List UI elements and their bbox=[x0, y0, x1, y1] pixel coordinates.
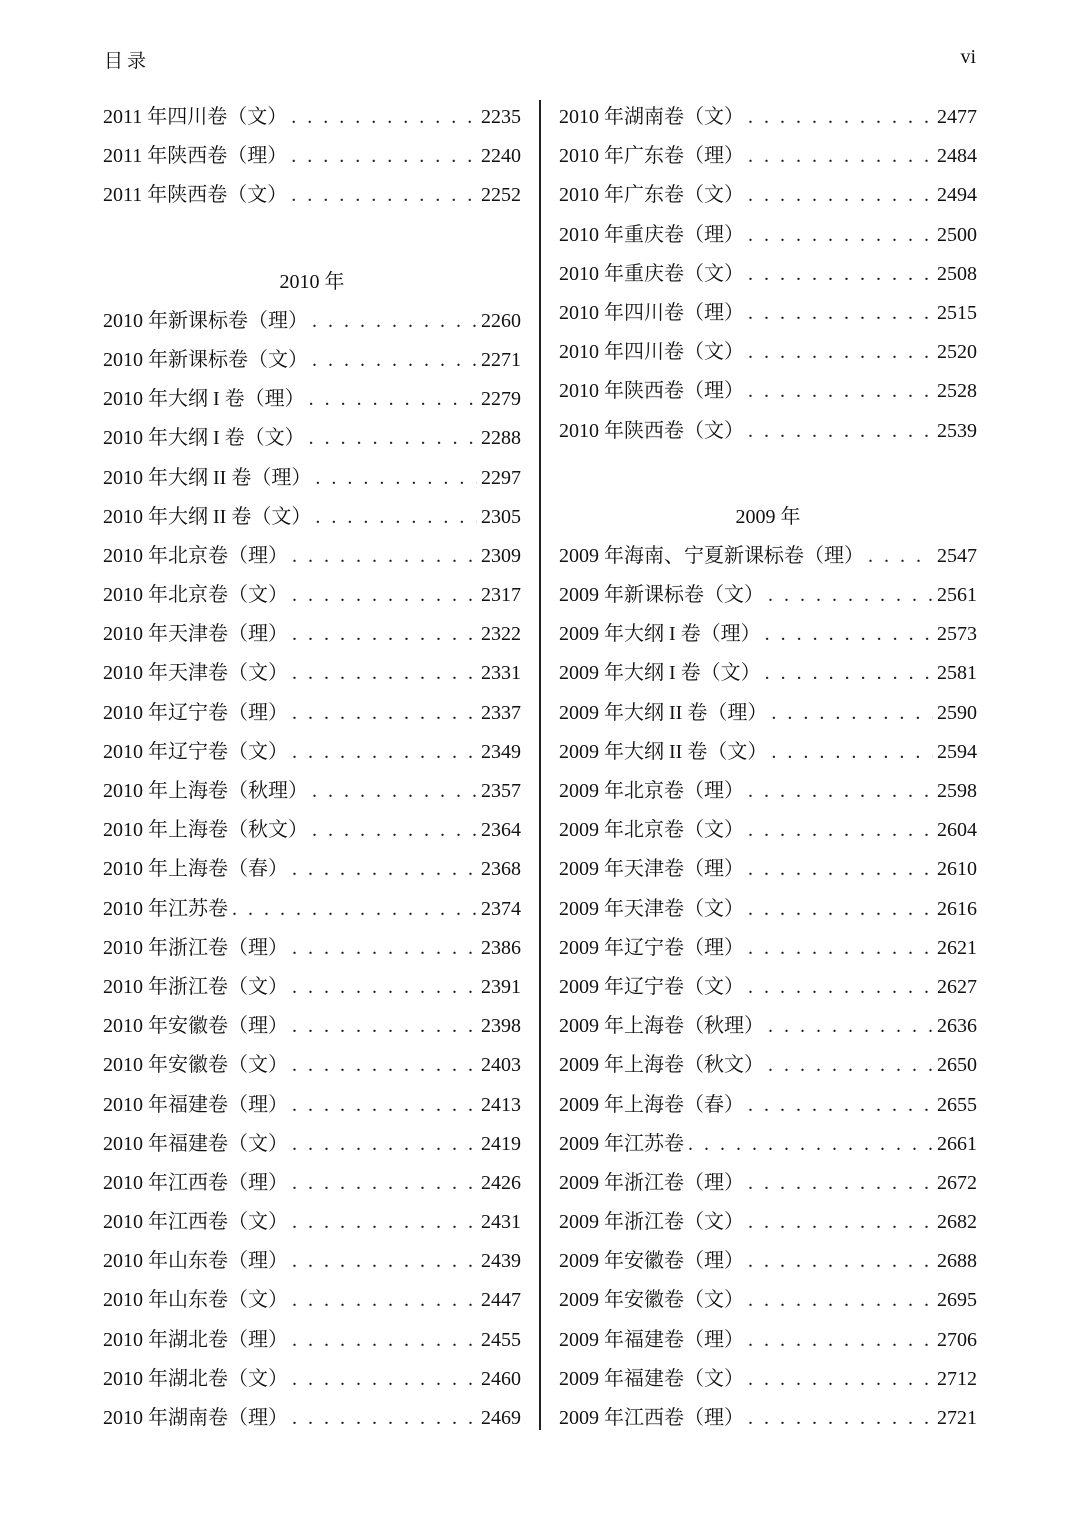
dot-leader bbox=[868, 537, 933, 576]
toc-entry[interactable] bbox=[559, 255, 977, 294]
toc-entry-title: 2010 年四川卷（理） bbox=[559, 301, 744, 324]
toc-group-2010-cont bbox=[559, 98, 977, 451]
dot-leader bbox=[312, 772, 477, 811]
dot-leader bbox=[291, 98, 477, 137]
toc-entry-page: 2616 bbox=[937, 897, 977, 920]
dot-leader bbox=[292, 537, 477, 576]
toc-entry-title: 2009 年新课标卷（文） bbox=[559, 584, 764, 607]
toc-entry-page: 2655 bbox=[937, 1093, 977, 1116]
toc-entry[interactable] bbox=[103, 1164, 521, 1203]
dot-leader bbox=[748, 372, 933, 411]
toc-entry-page: 2413 bbox=[481, 1093, 521, 1116]
toc-entry-page: 2331 bbox=[481, 662, 521, 685]
toc-entry-page: 2455 bbox=[481, 1328, 521, 1351]
dot-leader bbox=[748, 1242, 933, 1281]
dot-leader bbox=[748, 968, 933, 1007]
toc-entry-page: 2594 bbox=[937, 740, 977, 763]
toc-entry[interactable] bbox=[559, 772, 977, 811]
dot-leader bbox=[748, 1399, 933, 1438]
toc-entry-page: 2349 bbox=[481, 740, 521, 763]
toc-entry[interactable] bbox=[103, 537, 521, 576]
dot-leader bbox=[232, 890, 477, 929]
toc-entry-page: 2494 bbox=[937, 184, 977, 207]
toc-entry-page: 2322 bbox=[481, 623, 521, 646]
toc-entry-page: 2604 bbox=[937, 819, 977, 842]
dot-leader bbox=[292, 733, 477, 772]
toc-entry-title: 2009 年海南、宁夏新课标卷（理） bbox=[559, 544, 864, 567]
dot-leader bbox=[292, 1046, 477, 1085]
toc-entry-title: 2010 年重庆卷（理） bbox=[559, 223, 744, 246]
toc-entry[interactable] bbox=[559, 968, 977, 1007]
toc-entry-page: 2520 bbox=[937, 341, 977, 364]
toc-entry[interactable] bbox=[559, 811, 977, 850]
toc-group-2009 bbox=[559, 537, 977, 1438]
dot-leader bbox=[292, 850, 477, 889]
toc-entry[interactable] bbox=[559, 890, 977, 929]
dot-leader bbox=[748, 255, 933, 294]
toc-entry[interactable] bbox=[559, 176, 977, 215]
dot-leader bbox=[765, 654, 933, 693]
toc-entry-title: 2010 年重庆卷（文） bbox=[559, 262, 744, 285]
dot-leader bbox=[768, 576, 933, 615]
toc-entry-page: 2672 bbox=[937, 1171, 977, 1194]
toc-entry-title: 2009 年大纲 II 卷（文） bbox=[559, 740, 768, 763]
toc-entry-page: 2581 bbox=[937, 662, 977, 685]
dot-leader bbox=[765, 615, 933, 654]
toc-entry-page: 2627 bbox=[937, 975, 977, 998]
toc-entry-title: 2009 年浙江卷（理） bbox=[559, 1171, 744, 1194]
toc-entry[interactable] bbox=[559, 1125, 977, 1164]
section-gap bbox=[559, 451, 977, 498]
toc-entry-title: 2009 年辽宁卷（理） bbox=[559, 936, 744, 959]
toc-entry[interactable] bbox=[103, 1203, 521, 1242]
toc-entry[interactable] bbox=[559, 1086, 977, 1125]
dot-leader bbox=[315, 498, 477, 537]
toc-entry[interactable] bbox=[103, 1360, 521, 1399]
toc-entry-title: 2010 年大纲 I 卷（理） bbox=[103, 388, 305, 411]
toc-entry-page: 2539 bbox=[937, 419, 977, 442]
toc-entry[interactable] bbox=[103, 459, 521, 498]
dot-leader bbox=[291, 137, 477, 176]
toc-entry[interactable] bbox=[559, 1399, 977, 1438]
toc-entry-page: 2598 bbox=[937, 780, 977, 802]
toc-entry-title: 2010 年北京卷（文） bbox=[103, 584, 288, 607]
toc-entry-page: 2573 bbox=[937, 623, 977, 646]
dot-leader bbox=[309, 380, 477, 419]
section-gap bbox=[103, 216, 521, 263]
toc-entry-page: 2590 bbox=[937, 701, 977, 724]
toc-entry-page: 2317 bbox=[481, 584, 521, 607]
dot-leader bbox=[748, 1281, 933, 1320]
dot-leader bbox=[315, 459, 477, 498]
dot-leader bbox=[312, 811, 477, 850]
dot-leader bbox=[748, 1321, 933, 1360]
dot-leader bbox=[748, 98, 933, 137]
dot-leader bbox=[748, 811, 933, 850]
dot-leader bbox=[292, 1007, 477, 1046]
toc-entry-page: 2500 bbox=[937, 223, 977, 246]
toc-entry-page: 2297 bbox=[481, 466, 521, 489]
toc-entry-title: 2009 年北京卷（文） bbox=[559, 819, 744, 842]
toc-entry[interactable] bbox=[103, 1321, 521, 1360]
toc-entry[interactable] bbox=[559, 333, 977, 372]
toc-entry[interactable] bbox=[103, 694, 521, 733]
toc-entry-title: 2010 年江苏卷 bbox=[103, 897, 228, 920]
column-divider bbox=[539, 100, 541, 1430]
dot-leader bbox=[748, 294, 933, 333]
toc-entry-page: 2252 bbox=[481, 184, 521, 207]
toc-entry-page: 2561 bbox=[937, 584, 977, 607]
dot-leader bbox=[292, 576, 477, 615]
toc-entry[interactable] bbox=[559, 1281, 977, 1320]
toc-entry-title: 2009 年上海卷（春） bbox=[559, 1093, 744, 1116]
toc-entry[interactable] bbox=[559, 733, 977, 772]
toc-entry[interactable] bbox=[559, 850, 977, 889]
toc-entry[interactable] bbox=[103, 380, 521, 419]
section-heading-2009: 2009 年 bbox=[735, 505, 801, 528]
toc-entry-page: 2426 bbox=[481, 1171, 521, 1194]
toc-entry-page: 2460 bbox=[481, 1367, 521, 1390]
dot-leader bbox=[768, 1007, 933, 1046]
toc-entry[interactable] bbox=[103, 654, 521, 693]
toc-entry-page: 2712 bbox=[937, 1367, 977, 1390]
dot-leader bbox=[312, 341, 477, 380]
dot-leader bbox=[292, 1164, 477, 1203]
toc-entry[interactable] bbox=[559, 1242, 977, 1281]
toc-entry[interactable] bbox=[103, 498, 521, 537]
toc-entry-page: 2447 bbox=[481, 1289, 521, 1312]
toc-entry-title: 2010 年辽宁卷（文） bbox=[103, 740, 288, 763]
dot-leader bbox=[748, 1164, 933, 1203]
toc-entry[interactable] bbox=[103, 615, 521, 654]
dot-leader bbox=[748, 890, 933, 929]
toc-entry-title: 2009 年大纲 I 卷（理） bbox=[559, 623, 761, 646]
toc-entry-title: 2010 年四川卷（文） bbox=[559, 341, 744, 364]
toc-entry-title: 2010 年大纲 I 卷（文） bbox=[103, 427, 305, 450]
toc-entry[interactable] bbox=[103, 1281, 521, 1320]
toc-entry[interactable] bbox=[559, 412, 977, 451]
toc-entry-page: 2403 bbox=[481, 1054, 521, 1077]
toc-entry[interactable] bbox=[559, 1203, 977, 1242]
toc-entry-title: 2010 年大纲 II 卷（理） bbox=[103, 466, 312, 489]
toc-entry[interactable] bbox=[103, 137, 521, 176]
toc-left-column bbox=[103, 98, 521, 1438]
toc-entry-page: 2695 bbox=[937, 1289, 977, 1312]
toc-entry-title: 2010 年陕西卷（文） bbox=[559, 419, 744, 442]
toc-entry-title: 2011 年陕西卷（理） bbox=[103, 145, 288, 168]
toc-entry-page: 2240 bbox=[481, 145, 521, 168]
toc-entry-page: 2508 bbox=[937, 262, 977, 285]
toc-entry[interactable] bbox=[103, 890, 521, 929]
toc-entry[interactable] bbox=[103, 811, 521, 850]
toc-entry[interactable] bbox=[559, 216, 977, 255]
toc-entry[interactable] bbox=[559, 615, 977, 654]
toc-entry-page: 2688 bbox=[937, 1250, 977, 1273]
toc-entry-title: 2010 年福建卷（文） bbox=[103, 1132, 288, 1155]
toc-entry-page: 2547 bbox=[937, 544, 977, 567]
dot-leader bbox=[771, 694, 933, 733]
toc-entry-page: 2271 bbox=[481, 348, 521, 371]
toc-entry-title: 2009 年上海卷（秋文） bbox=[559, 1054, 764, 1077]
toc-entry[interactable] bbox=[103, 576, 521, 615]
toc-entry-title: 2010 年北京卷（理） bbox=[103, 544, 288, 567]
toc-entry-title: 2009 年天津卷（文） bbox=[559, 897, 744, 920]
toc-entry-page: 2398 bbox=[481, 1015, 521, 1038]
toc-entry[interactable] bbox=[559, 654, 977, 693]
toc-entry[interactable] bbox=[103, 733, 521, 772]
toc-entry-title: 2010 年上海卷（秋理） bbox=[103, 780, 308, 802]
toc-entry-title: 2010 年江西卷（理） bbox=[103, 1171, 288, 1194]
toc-entry-page: 2309 bbox=[481, 544, 521, 567]
toc-entry-title: 2011 年四川卷（文） bbox=[103, 106, 288, 128]
toc-entry-title: 2009 年天津卷（理） bbox=[559, 858, 744, 881]
toc-entry-page: 2260 bbox=[481, 309, 521, 332]
toc-entry[interactable] bbox=[559, 576, 977, 615]
toc-entry-title: 2009 年安徽卷（理） bbox=[559, 1250, 744, 1273]
toc-entry-page: 2484 bbox=[937, 145, 977, 168]
dot-leader bbox=[768, 1046, 933, 1085]
toc-entry[interactable] bbox=[103, 772, 521, 811]
toc-entry-title: 2010 年天津卷（理） bbox=[103, 623, 288, 646]
dot-leader bbox=[748, 216, 933, 255]
dot-leader bbox=[748, 412, 933, 451]
toc-entry-title: 2010 年山东卷（理） bbox=[103, 1250, 288, 1273]
toc-entry-title: 2010 年湖北卷（理） bbox=[103, 1328, 288, 1351]
toc-entry-title: 2010 年天津卷（文） bbox=[103, 662, 288, 685]
toc-entry[interactable] bbox=[103, 176, 521, 215]
toc-entry-title: 2010 年浙江卷（文） bbox=[103, 975, 288, 998]
dot-leader bbox=[292, 1321, 477, 1360]
toc-entry[interactable] bbox=[559, 137, 977, 176]
toc-entry-title: 2009 年浙江卷（文） bbox=[559, 1211, 744, 1234]
toc-entry-title: 2009 年北京卷（理） bbox=[559, 780, 744, 802]
toc-entry[interactable] bbox=[103, 98, 521, 137]
toc-entry-title: 2010 年上海卷（春） bbox=[103, 858, 288, 881]
toc-entry[interactable] bbox=[559, 1360, 977, 1399]
dot-leader bbox=[748, 333, 933, 372]
toc-entry-title: 2009 年大纲 II 卷（理） bbox=[559, 701, 768, 724]
toc-entry-page: 2610 bbox=[937, 858, 977, 881]
toc-entry-title: 2010 年浙江卷（理） bbox=[103, 936, 288, 959]
dot-leader bbox=[292, 1203, 477, 1242]
toc-entry-page: 2528 bbox=[937, 380, 977, 403]
toc-entry[interactable] bbox=[103, 850, 521, 889]
toc-entry-title: 2009 年安徽卷（文） bbox=[559, 1289, 744, 1312]
dot-leader bbox=[748, 850, 933, 889]
section-heading-2010: 2010 年 bbox=[279, 270, 345, 293]
toc-entry[interactable] bbox=[559, 537, 977, 576]
toc-entry[interactable] bbox=[559, 1321, 977, 1360]
toc-entry-title: 2010 年江西卷（文） bbox=[103, 1211, 288, 1234]
toc-entry[interactable] bbox=[103, 341, 521, 380]
dot-leader bbox=[292, 1242, 477, 1281]
toc-entry-page: 2636 bbox=[937, 1015, 977, 1038]
toc-entry-page: 2386 bbox=[481, 936, 521, 959]
toc-entry[interactable] bbox=[559, 1164, 977, 1203]
dot-leader bbox=[748, 929, 933, 968]
toc-entry-page: 2469 bbox=[481, 1407, 521, 1429]
toc-entry-page: 2431 bbox=[481, 1211, 521, 1234]
toc-entry[interactable] bbox=[103, 302, 521, 341]
dot-leader bbox=[292, 968, 477, 1007]
dot-leader bbox=[312, 302, 477, 341]
toc-entry-title: 2010 年湖南卷（理） bbox=[103, 1407, 288, 1429]
dot-leader bbox=[771, 733, 933, 772]
toc-entry[interactable] bbox=[103, 1399, 521, 1438]
toc-entry-page: 2364 bbox=[481, 819, 521, 842]
toc-entry[interactable] bbox=[559, 294, 977, 333]
toc-entry-title: 2009 年江苏卷 bbox=[559, 1132, 684, 1155]
toc-entry[interactable] bbox=[559, 1007, 977, 1046]
toc-group-2010 bbox=[103, 302, 521, 1438]
toc-entry-title: 2010 年大纲 II 卷（文） bbox=[103, 505, 312, 528]
toc-entry[interactable] bbox=[559, 1046, 977, 1085]
toc-entry[interactable] bbox=[103, 1007, 521, 1046]
toc-entry-page: 2368 bbox=[481, 858, 521, 881]
toc-entry-title: 2009 年辽宁卷（文） bbox=[559, 975, 744, 998]
dot-leader bbox=[748, 772, 933, 811]
toc-entry-page: 2721 bbox=[937, 1407, 977, 1429]
toc-entry-title: 2010 年安徽卷（理） bbox=[103, 1015, 288, 1038]
dot-leader bbox=[291, 176, 477, 215]
toc-right-column bbox=[559, 98, 977, 1438]
toc-entry-page: 2374 bbox=[481, 897, 521, 920]
toc-group-2011 bbox=[103, 98, 521, 216]
toc-entry-title: 2010 年新课标卷（理） bbox=[103, 309, 308, 332]
dot-leader bbox=[292, 929, 477, 968]
toc-entry-page: 2650 bbox=[937, 1054, 977, 1077]
toc-entry[interactable] bbox=[103, 419, 521, 458]
toc-entry-title: 2009 年大纲 I 卷（文） bbox=[559, 662, 761, 685]
toc-entry-title: 2010 年广东卷（理） bbox=[559, 145, 744, 168]
toc-entry-title: 2010 年辽宁卷（理） bbox=[103, 701, 288, 724]
toc-entry-page: 2419 bbox=[481, 1132, 521, 1155]
toc-entry-title: 2011 年陕西卷（文） bbox=[103, 184, 288, 207]
header-page-number: vi bbox=[960, 46, 976, 68]
toc-entry-title: 2009 年福建卷（文） bbox=[559, 1367, 744, 1390]
dot-leader bbox=[748, 176, 933, 215]
dot-leader bbox=[292, 654, 477, 693]
toc-entry-page: 2682 bbox=[937, 1211, 977, 1234]
page-header bbox=[104, 46, 976, 76]
dot-leader bbox=[292, 615, 477, 654]
toc-entry-page: 2661 bbox=[937, 1132, 977, 1155]
dot-leader bbox=[292, 1360, 477, 1399]
toc-entry-page: 2288 bbox=[481, 427, 521, 450]
dot-leader bbox=[292, 694, 477, 733]
toc-entry-page: 2391 bbox=[481, 975, 521, 998]
toc-entry-title: 2010 年陕西卷（理） bbox=[559, 380, 744, 403]
toc-entry-page: 2279 bbox=[481, 388, 521, 411]
toc-entry[interactable] bbox=[559, 372, 977, 411]
header-title: 目录 bbox=[104, 50, 151, 72]
dot-leader bbox=[292, 1086, 477, 1125]
toc-entry-page: 2235 bbox=[481, 106, 521, 128]
toc-entry-page: 2477 bbox=[937, 106, 977, 128]
toc-entry-title: 2009 年福建卷（理） bbox=[559, 1328, 744, 1351]
toc-entry[interactable] bbox=[103, 1086, 521, 1125]
toc-entry-page: 2515 bbox=[937, 301, 977, 324]
dot-leader bbox=[292, 1399, 477, 1438]
dot-leader bbox=[309, 419, 477, 458]
toc-entry[interactable] bbox=[103, 929, 521, 968]
toc-entry-page: 2706 bbox=[937, 1328, 977, 1351]
toc-entry-title: 2010 年安徽卷（文） bbox=[103, 1054, 288, 1077]
toc-entry-page: 2439 bbox=[481, 1250, 521, 1273]
toc-entry-page: 2621 bbox=[937, 936, 977, 959]
toc-entry-title: 2010 年上海卷（秋文） bbox=[103, 819, 308, 842]
toc-entry[interactable] bbox=[103, 1125, 521, 1164]
dot-leader bbox=[292, 1125, 477, 1164]
toc-entry[interactable] bbox=[103, 1242, 521, 1281]
toc-entry[interactable] bbox=[559, 694, 977, 733]
toc-entry-title: 2010 年湖北卷（文） bbox=[103, 1367, 288, 1390]
toc-entry-title: 2010 年广东卷（文） bbox=[559, 184, 744, 207]
toc-entry-title: 2010 年山东卷（文） bbox=[103, 1289, 288, 1312]
toc-entry-title: 2010 年福建卷（理） bbox=[103, 1093, 288, 1116]
toc-entry[interactable] bbox=[103, 1046, 521, 1085]
dot-leader bbox=[688, 1125, 933, 1164]
toc-entry[interactable] bbox=[103, 968, 521, 1007]
dot-leader bbox=[748, 137, 933, 176]
toc-entry-page: 2337 bbox=[481, 701, 521, 724]
dot-leader bbox=[748, 1203, 933, 1242]
toc-entry-page: 2357 bbox=[481, 780, 521, 802]
toc-entry-title: 2009 年上海卷（秋理） bbox=[559, 1015, 764, 1038]
toc-entry-title: 2010 年新课标卷（文） bbox=[103, 348, 308, 371]
dot-leader bbox=[748, 1086, 933, 1125]
toc-entry[interactable] bbox=[559, 929, 977, 968]
toc-entry-title: 2010 年湖南卷（文） bbox=[559, 106, 744, 128]
toc-entry[interactable] bbox=[559, 98, 977, 137]
toc-entry-title: 2009 年江西卷（理） bbox=[559, 1407, 744, 1429]
dot-leader bbox=[748, 1360, 933, 1399]
dot-leader bbox=[292, 1281, 477, 1320]
toc-entry-page: 2305 bbox=[481, 505, 521, 528]
